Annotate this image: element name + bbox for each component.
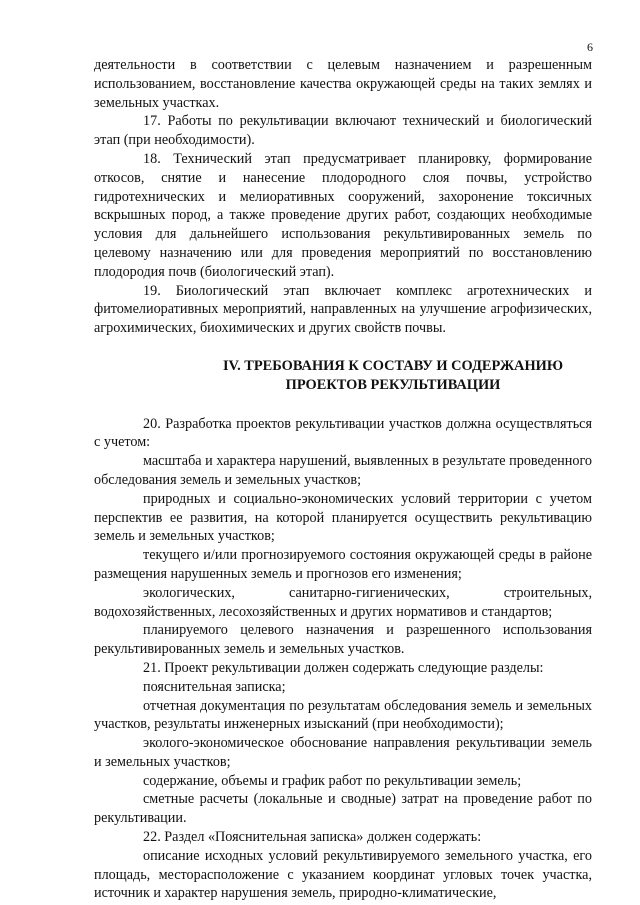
paragraph-18: 18. Технический этап предусматривает планировку, формирование откосов, снятие и нанесение плодородного слоя почвы, устройство гидротехнических и мелиоративных сооружений, захоронение токсичных вскрышных пород, а также проведение других работ, создающих необходимые условия для дальнейшего использования рекультивированных земель по целевому назначению или для проведения мероприятий по восстановлению плодородия почв (биологический этап). xyxy=(94,150,592,280)
paragraph-22: 22. Раздел «Пояснительная записка» должен содержать: xyxy=(143,829,482,846)
section-heading-line-1: IV. ТРЕБОВАНИЯ К СОСТАВУ И СОДЕРЖАНИЮ xyxy=(222,357,564,374)
list-item: описание исходных условий рекультивируемого земельного участка, его площадь, месторасположение с указанием координат угловых точек участка, источник и характер нарушения земель, природно-климатические, xyxy=(94,847,592,902)
paragraph-19: 19. Биологический этап включает комплекс агротехнических и фитомелиоративных мероприятий, направленных на улучшение агрофизических, агрохимических, биохимических и других свойств почвы. xyxy=(94,282,592,337)
list-item: пояснительная записка; xyxy=(143,678,286,695)
page-number: 6 xyxy=(587,40,593,54)
list-item: масштаба и характера нарушений, выявленных в результате проведенного обследования земель и земельных участков; xyxy=(94,453,592,488)
paragraph-21: 21. Проект рекультивации должен содержать следующие разделы: xyxy=(143,659,544,676)
list-item: содержание, объемы и график работ по рекультивации земель; xyxy=(143,772,522,789)
section-heading-line-2: ПРОЕКТОВ РЕКУЛЬТИВАЦИИ xyxy=(285,376,501,393)
paragraph-17: 17. Работы по рекультивации включают технический и биологический этап (при необходимости). xyxy=(94,113,592,149)
section-heading xyxy=(94,357,592,395)
list-item: экологических, санитарно-гигиенических, строительных, водохозяйственных, лесохозяйственных и других нормативов и стандартов; xyxy=(94,584,592,620)
list-item: сметные расчеты (локальные и сводные) затрат на проведение работ по рекультивации. xyxy=(94,791,592,827)
document-body xyxy=(94,56,592,903)
paragraph-20: 20. Разработка проектов рекультивации участков должна осуществляться с учетом: xyxy=(94,415,592,451)
list-item: планируемого целевого назначения и разрешенного использования рекультивированных земель и земельных участков. xyxy=(94,622,592,658)
list-item: текущего и/или прогнозируемого состояния окружающей среды в районе размещения нарушенных земель и прогнозов его изменения; xyxy=(94,547,592,582)
list-item: отчетная документация по результатам обследования земель и земельных участков, результаты инженерных изысканий (при необходимости); xyxy=(94,697,592,733)
list-item: природных и социально-экономических условий территории с учетом перспектив ее развития, на которой планируется осуществить рекультивацию земель и земельных участков; xyxy=(94,490,592,545)
paragraph-continuation: деятельности в соответствии с целевым назначением и разрешенным использованием, восстановление качества окружающей среды на таких землях и земельных участках. xyxy=(94,57,592,111)
list-item: эколого-экономическое обоснование направления рекультивации земель и земельных участков; xyxy=(94,735,592,770)
